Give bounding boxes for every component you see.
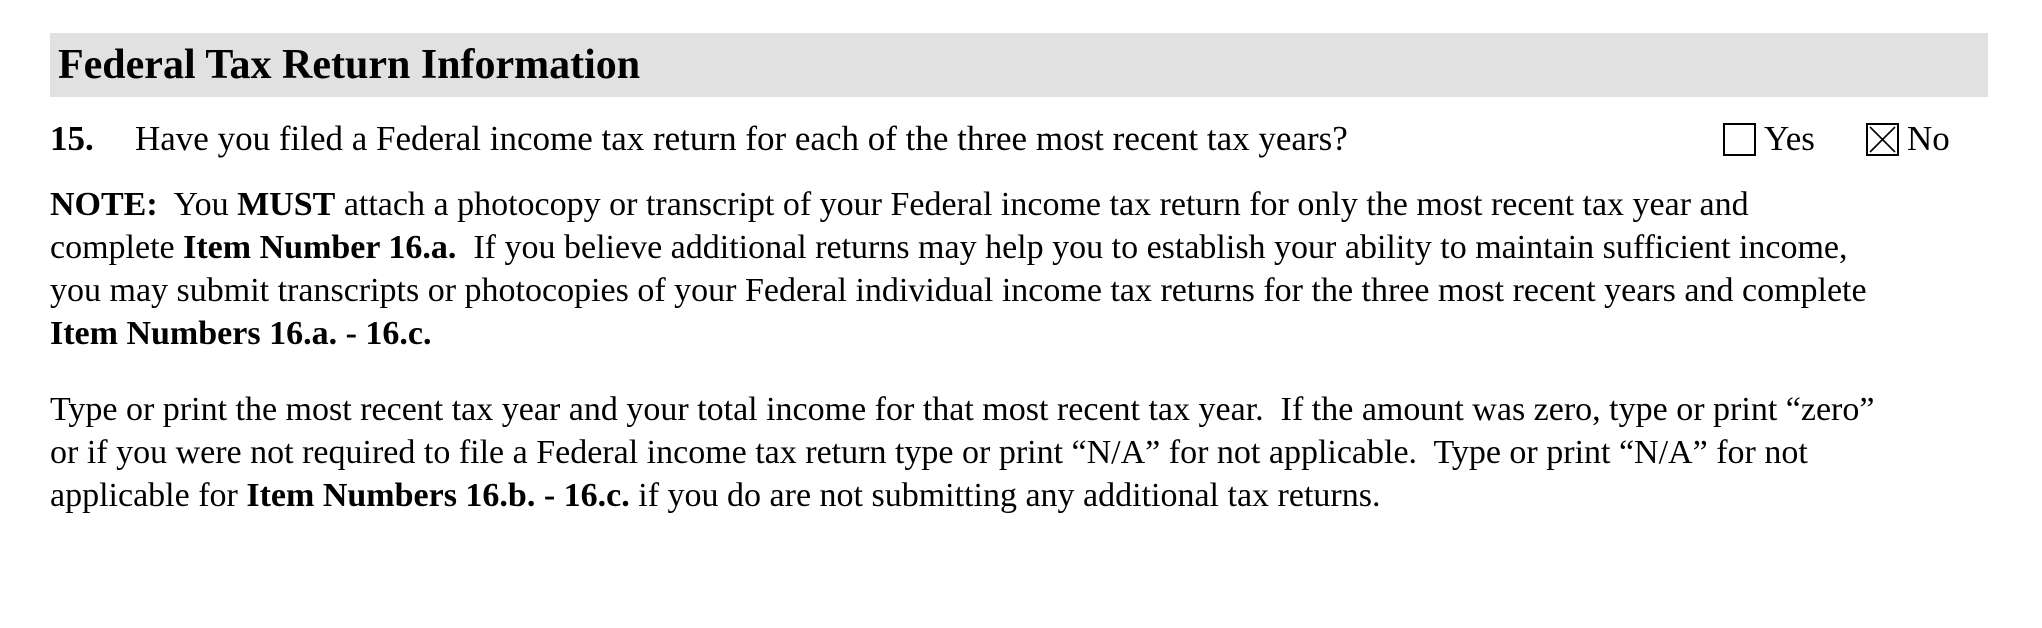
no-option[interactable] [1866, 114, 1950, 164]
note-line: NOTE: You MUST attach a photocopy or transcript of your Federal income tax return for only the most recent tax year and [50, 186, 1749, 223]
yes-label: Yes [1764, 119, 1815, 158]
note-line: you may submit transcripts or photocopies of your Federal individual income tax returns for the three most recent years and complete [50, 272, 1867, 309]
instructions-line: Type or print the most recent tax year and your total income for that most recent tax year. If the amount was zero, type or print “zero” [50, 391, 1875, 428]
section-title: Federal Tax Return Information [58, 42, 641, 88]
yes-option[interactable] [1723, 114, 1815, 164]
question-text: Have you filed a Federal income tax return for each of the three most recent tax years? [135, 119, 1348, 158]
question-number: 15. [50, 119, 94, 158]
note-paragraph [50, 183, 2010, 355]
no-checkbox[interactable] [1866, 123, 1899, 156]
note-line: Item Numbers 16.a. - 16.c. [50, 315, 432, 352]
checked-x-icon [1868, 125, 1897, 154]
question-15 [50, 114, 2000, 164]
instructions-line: applicable for Item Numbers 16.b. - 16.c. if you do are not submitting any additional tax returns. [50, 477, 1381, 514]
note-label: NOTE: [50, 186, 158, 223]
section-header [50, 33, 1988, 97]
instructions-line: or if you were not required to file a Federal income tax return type or print “N/A” for not applicable. Type or print “N/A” for not [50, 434, 1808, 471]
no-label: No [1907, 119, 1950, 158]
note-line: complete Item Number 16.a. If you believe additional returns may help you to establish your ability to maintain sufficient income, [50, 229, 1848, 266]
instructions-paragraph [50, 388, 2010, 517]
yes-checkbox[interactable] [1723, 123, 1756, 156]
